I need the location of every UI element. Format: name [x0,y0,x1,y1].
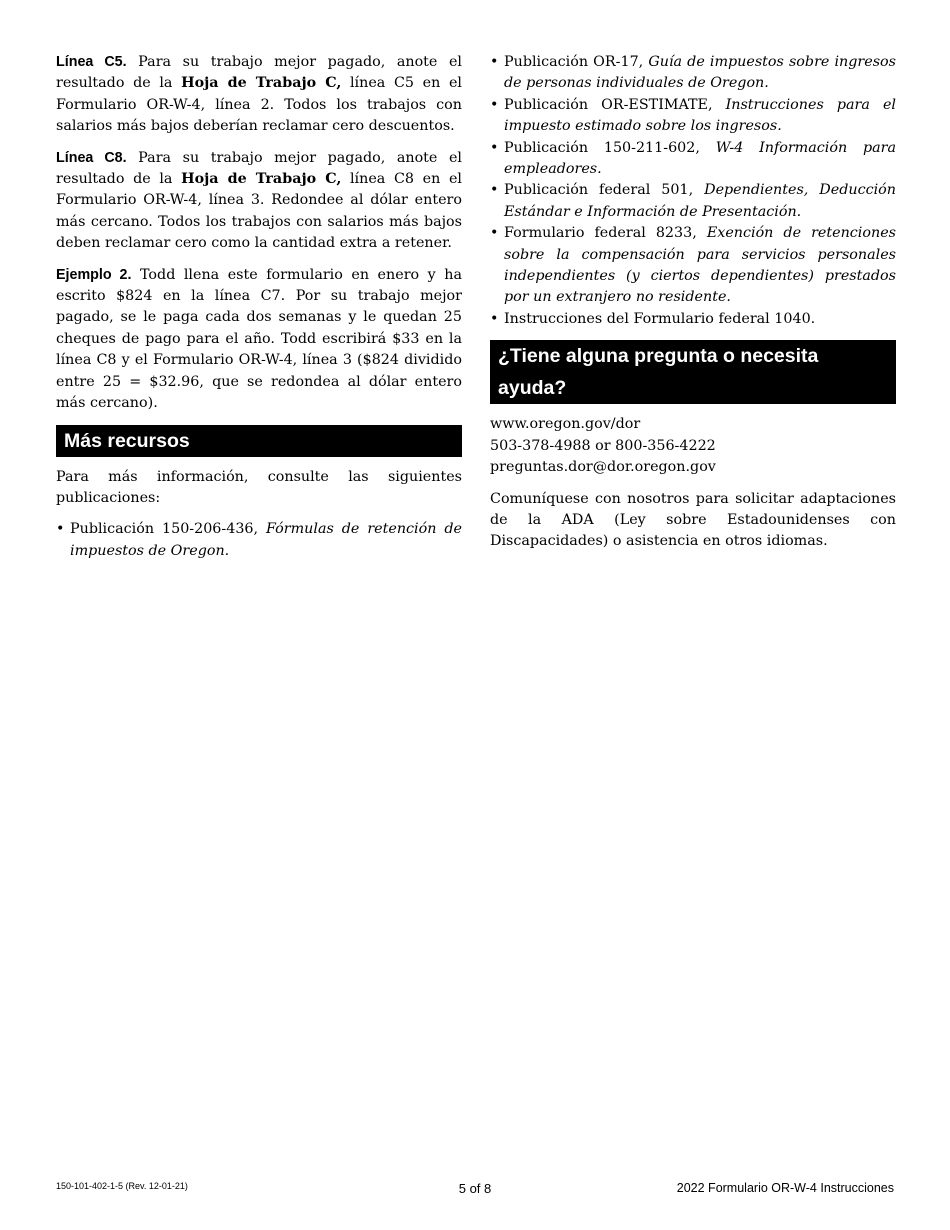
page-number: 5 of 8 [458,1181,492,1196]
line-c5-lead: Línea C5. [56,54,127,70]
left-column [56,52,462,572]
bullet-icon: • [490,225,499,242]
bullet-icon: • [490,182,499,199]
example-2-paragraph: Ejemplo 2. Todd llena este formulario en enero y ha escrito $824 en la línea C7. Por su trabajo mejor pagado, se le paga cada dos semanas y le quedan 25 cheques de pago para el año. Todd escribirá $33 en la línea C8 y el Formulario OR-W-4, línea 3 ($824 dividido entre 25 = $32.96, que se redondea al dólar entero más cercano). [56,266,462,412]
help-heading: ¿Tiene alguna pregunta o necesita ayuda? [490,340,896,404]
bullet-icon: • [56,521,65,538]
list-item: • Publicación OR-ESTIMATE, Instrucciones para el impuesto estimado sobre los ingresos. [490,96,896,135]
document-title: 2022 Formulario OR-W-4 Instrucciones [676,1181,894,1195]
website-link[interactable]: www.oregon.gov/dor [490,416,641,433]
more-resources-heading: Más recursos [56,425,462,457]
line-c5-paragraph: Línea C5. Para su trabajo mejor pagado, anote el resultado de la Hoja de Trabajo C, línea C5 en el Formulario OR-W-4, línea 2. Todos los trabajos con salarios más bajos deberían reclamar cero descuentos. [56,54,463,135]
form-id: 150-101-402-1-5 (Rev. 12-01-21) [56,1181,188,1191]
email-link[interactable]: preguntas.dor@dor.oregon.gov [490,459,716,476]
example-2-lead: Ejemplo 2. [56,266,132,283]
list-item: • Instrucciones del Formulario federal 1040. [490,309,896,330]
contact-block [490,414,896,478]
list-item: • Publicación OR-17, Guía de impuestos sobre ingresos de personas individuales de Oregon. [490,54,896,92]
bullet-icon: • [490,54,499,70]
list-item: • Publicación federal 501, Dependientes, Deducción Estándar e Información de Presentación. [490,182,896,220]
resources-intro: Para más información, consulte las siguientes publicaciones: [56,468,462,506]
ada-note: Comuníquese con nosotros para solicitar adaptaciones de la ADA (Ley sobre Estadounidenses con Discapacidades) o asistencia en otros idiomas. [490,490,896,550]
list-item: • Publicación 150-206-436, Fórmulas de retención de impuestos de Oregon. [56,521,462,559]
bullet-icon: • [490,310,499,327]
right-column [490,52,896,563]
publications-list [490,52,896,330]
resources-list [56,519,462,562]
worksheet-c-ref: Hoja de Trabajo C, [181,75,342,92]
worksheet-c-ref: Hoja de Trabajo C, [181,171,342,188]
list-item: • Publicación 150-211-602, W-4 Información para empleadores. [490,139,896,178]
line-c8-paragraph: Línea C8. Para su trabajo mejor pagado, anote el resultado de la Hoja de Trabajo C, línea C8 en el Formulario OR-W-4, línea 3. Redondee al dólar entero más cercano. Todos los trabajos con salarios más bajos deben reclamar cero como la cantidad extra a retener. [56,149,463,252]
list-item: • Formulario federal 8233, Exención de retenciones sobre la compensación para servicios personales independientes (y ciertos dependientes) prestados por un extranjero no residente. [490,225,896,306]
line-c8-lead: Línea C8. [56,149,127,166]
phone-numbers: 503-378-4988 or 800-356-4222 [490,437,716,454]
bullet-icon: • [490,139,499,156]
bullet-icon: • [490,96,499,113]
